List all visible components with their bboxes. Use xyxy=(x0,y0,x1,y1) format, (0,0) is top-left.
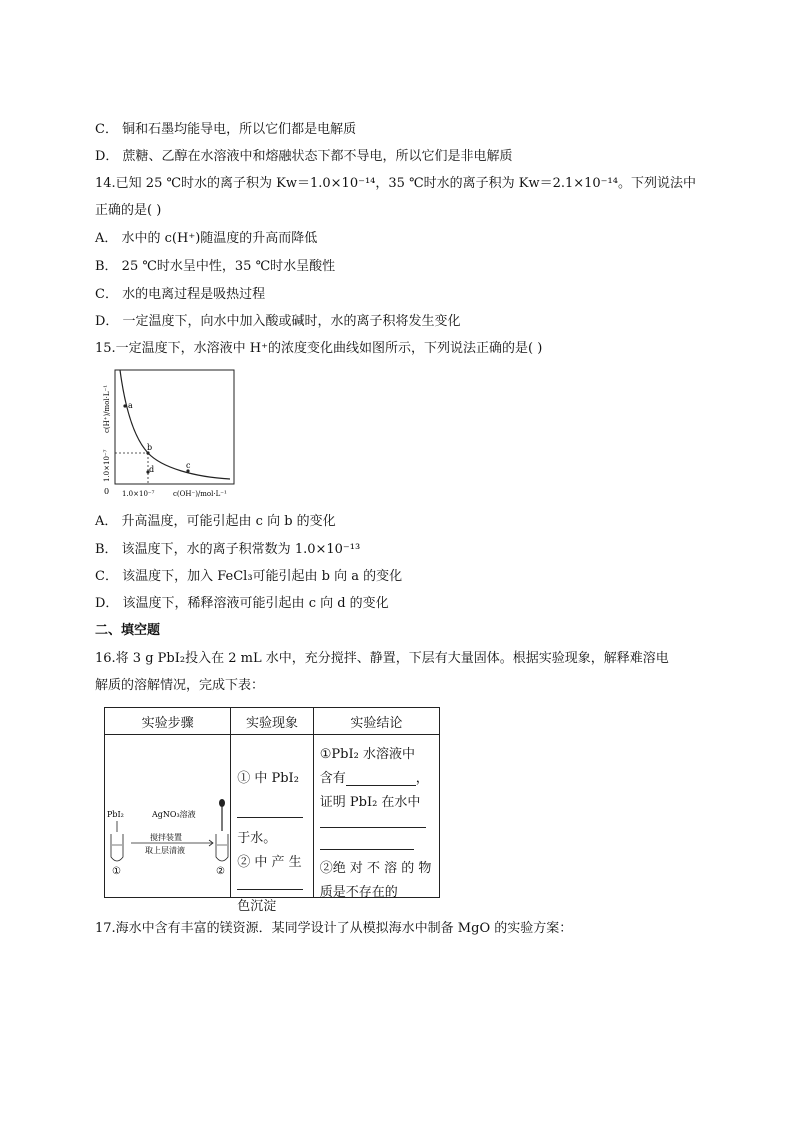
q14-option-b: B． 25 ℃时水呈中性，35 ℃时水呈酸性 xyxy=(95,259,336,274)
conclusion-line5: 质是不存在的 xyxy=(319,885,398,900)
test-tube-2-icon xyxy=(216,834,228,861)
q14-option-d: D． 一定温度下，向水中加入酸或碱时，水的离子积将发生变化 xyxy=(95,314,461,329)
q17-stem: 17.海水中含有丰富的镁资源．某同学设计了从模拟海水中制备 MgO 的实验方案： xyxy=(95,921,573,936)
table-header-phenomenon: 实验现象 xyxy=(231,708,314,735)
q16-stem-line2: 解质的溶解情况，完成下表： xyxy=(95,678,265,693)
apparatus-diagram xyxy=(105,735,231,897)
conclusion-line4: ②绝 对 不 溶 的 物 xyxy=(319,861,432,876)
conclusion-line2 xyxy=(320,767,429,786)
phenomenon-line2: 于水。 xyxy=(237,831,277,846)
q15-option-b: B． 该温度下，水的离子积常数为 1.0×10⁻¹³ xyxy=(95,542,361,557)
q15-option-c: C． 该温度下，加入 FeCl₃可能引起由 b 向 a 的变化 xyxy=(95,569,403,584)
label-arrow-top: 搅拌装置 xyxy=(150,833,182,842)
graph-y-label: c(H⁺)/mol·L⁻¹ xyxy=(103,384,111,433)
q15-ion-concentration-graph xyxy=(100,365,250,500)
graph-curve xyxy=(120,370,230,479)
dropper-bulb-icon xyxy=(219,799,225,807)
graph-x-label: c(OH⁻)/mol·L⁻¹ xyxy=(173,490,227,498)
conclusion-comma: ， xyxy=(415,771,429,786)
section-heading-fill-in: 二、填空题 xyxy=(95,623,161,638)
graph-label-b: b xyxy=(147,443,153,452)
conclusion-contains: 含有 xyxy=(319,771,346,786)
graph-origin: 0 xyxy=(104,487,110,496)
phenomenon-line4: 色沉淀 xyxy=(237,899,277,914)
conclusion-blank2[interactable] xyxy=(320,813,426,828)
label-tube1: ① xyxy=(112,866,121,877)
label-tube2: ② xyxy=(216,866,225,877)
label-arrow-bottom: 取上层清液 xyxy=(145,846,185,855)
conclusion-blank1[interactable] xyxy=(346,773,416,786)
q15-option-a: A． 升高温度，可能引起由 c 向 b 的变化 xyxy=(95,514,336,529)
q13-option-d: D． 蔗糖、乙醇在水溶液中和熔融状态下都不导电，所以它们是非电解质 xyxy=(95,149,513,164)
q14-option-a: A． 水中的 c(H⁺)随温度的升高而降低 xyxy=(95,231,318,246)
graph-y-tick: 1.0×10⁻⁷ xyxy=(103,449,111,482)
label-pbi2: PbI₂ xyxy=(107,810,124,819)
conclusion-line3: 证明 PbI₂ 在水中 xyxy=(319,795,421,810)
table-cell-steps xyxy=(105,735,231,898)
graph-label-a: a xyxy=(128,401,133,410)
q16-stem-line1: 16.将 3 g PbI₂投入在 2 mL 水中，充分搅拌、静置，下层有大量固体。根据实验现象，解释难溶电 xyxy=(95,651,669,666)
q15-stem: 15.一定温度下，水溶液中 H⁺的浓度变化曲线如图所示，下列说法正确的是( ) xyxy=(95,341,543,356)
table-cell-phenomenon xyxy=(231,735,314,914)
table-header-steps: 实验步骤 xyxy=(105,708,231,735)
graph-x-tick: 1.0×10⁻⁷ xyxy=(122,490,155,498)
graph-point-a xyxy=(123,404,126,407)
conclusion-line1: ①PbI₂ 水溶液中 xyxy=(319,747,415,762)
phenomenon-line1: ① 中 PbI₂ xyxy=(237,771,299,786)
phenomenon-line3: ② 中 产 生 xyxy=(237,855,302,870)
q15-option-d: D． 该温度下，稀释溶液可能引起由 c 向 d 的变化 xyxy=(95,596,389,611)
phenomenon-blank2[interactable] xyxy=(237,875,303,890)
q16-experiment-table xyxy=(104,707,440,914)
conclusion-blank3[interactable] xyxy=(320,835,414,850)
test-tube-1-icon xyxy=(111,834,123,861)
q13-option-c: C． 铜和石墨均能导电，所以它们都是电解质 xyxy=(95,122,357,137)
q14-stem-line1: 14.已知 25 ℃时水的离子积为 Kw＝1.0×10⁻¹⁴，35 ℃时水的离子积为 Kw＝2.1×10⁻¹⁴。下列说法中 xyxy=(95,176,696,191)
phenomenon-blank1[interactable] xyxy=(237,803,303,818)
label-agno3: AgNO₃溶液 xyxy=(152,810,196,819)
table-header-conclusion: 实验结论 xyxy=(313,708,439,735)
graph-label-c: c xyxy=(186,461,191,470)
q14-stem-line2: 正确的是( ) xyxy=(95,203,162,218)
q14-option-c: C． 水的电离过程是吸热过程 xyxy=(95,287,266,302)
table-cell-conclusion xyxy=(313,735,439,898)
graph-label-d: d xyxy=(149,465,155,474)
